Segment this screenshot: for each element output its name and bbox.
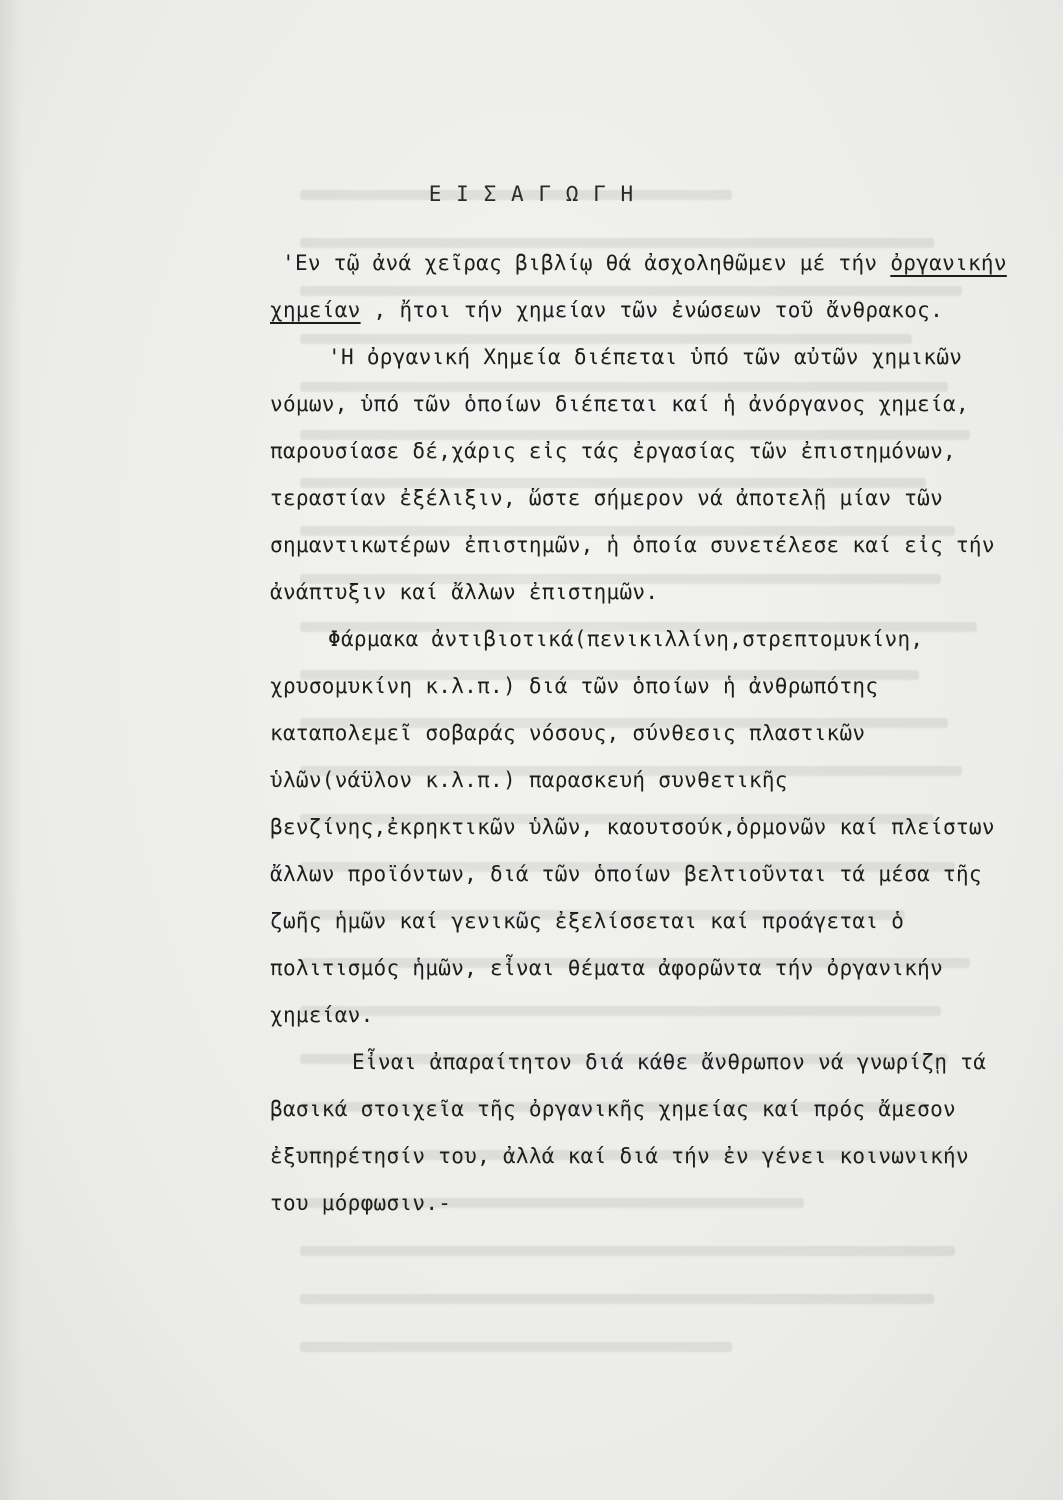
paragraph-1-start: 'Εν τῷ ἀνά χεῖρας βιβλίῳ θά ἀσχοληθῶμεν μέ τήν bbox=[282, 251, 891, 275]
paragraph-1-end: , ἤτοι τήν χημείαν τῶν ἐνώσεων τοῦ ἄνθρακος. bbox=[360, 298, 944, 322]
body-text bbox=[270, 240, 1015, 1227]
page-binding-shadow bbox=[0, 0, 22, 1500]
underlined-term: ὀργανικήν χημείαν bbox=[270, 251, 1007, 322]
paragraph-3: Φάρμακα ἀντιβιοτικά(πενικιλλίνη,στρεπτομυκίνη, χρυσομυκίνη κ.λ.π.) διά τῶν ὁποίων ἡ ἀνθρωπότης καταπολεμεῖ σοβαράς νόσους, σύνθεσις πλαστικῶν ὑλῶν(νάϋλον κ.λ.π.) παρασκευή συνθετικῆς βενζίνης,ἐκρηκτικῶν ὑλῶν, καουτσούκ,ὁρμονῶν καί πλείστων ἄλλων προϊόντων, διά τῶν ὁποίων βελτιοῦνται τά μέσα τῆς ζωῆς ἡμῶν καί γενικῶς ἐξελίσσεται καί προάγεται ὁ πολιτισμός ἡμῶν, εἶναι θέματα ἀφορῶντα τήν ὀργανικήν χημείαν. bbox=[270, 627, 995, 1027]
paragraph-1 bbox=[270, 240, 1015, 334]
paragraph-4: Εἶναι ἀπαραίτητον διά κάθε ἄνθρωπον νά γνωρίζῃ τά βασικά στοιχεῖα τῆς ὀργανικῆς χημείας καί πρός ἄμεσον ἐξυπηρέτησίν του, ἀλλά καί διά τήν ἐν γένει κοινωνικήν του μόρφωσιν.- bbox=[270, 1050, 987, 1215]
page-title: Ε Ι Σ Α Γ Ω Γ Η bbox=[428, 182, 635, 206]
paragraph-2: 'Η ὀργανική Χημεία διέπεται ὑπό τῶν αὐτῶν χημικῶν νόμων, ὑπό τῶν ὁποίων διέπεται καί ἡ ἀνόργανος χημεία, παρουσίασε δέ,χάρις εἰς τάς ἐργασίας τῶν ἐπιστημόνων, τεραστίαν ἐξέλιξιν, ὥστε σήμερον νά ἀποτελῇ μίαν τῶν σημαντικωτέρων ἐπιστημῶν, ἡ ὁποία συνετέλεσε καί εἰς τήν ἀνάπτυξιν καί ἄλλων ἐπιστημῶν. bbox=[270, 345, 995, 604]
